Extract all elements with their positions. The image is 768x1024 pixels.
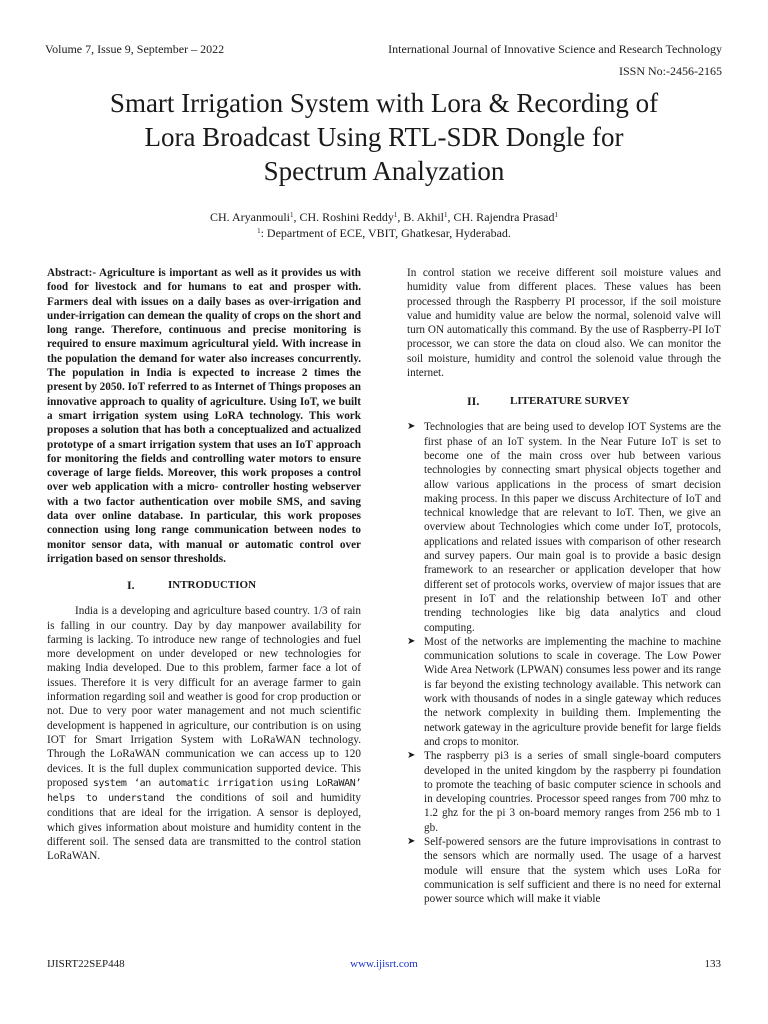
paper-title — [40, 86, 728, 188]
bullet-text: Self-powered sensors are the future improvisations in contrast to the sensors which are normally used. The usage of a harvest module will ensure that the system which uses LoRa for communication is self sufficient and there is no need for external power source which will make it viable — [424, 835, 721, 906]
author-name: B. Akhil — [403, 210, 445, 224]
intro-text-mono: system ‘an automatic irrigation using LoRaWAN’ helps to understand the — [47, 777, 362, 805]
author-name: CH. Aryanmouli — [209, 210, 290, 224]
author-sup: 1 — [289, 211, 294, 219]
section-title: INTRODUCTION — [168, 579, 257, 592]
list-item — [407, 420, 721, 634]
arrow-bullet-icon: ➤ — [407, 835, 416, 847]
author-affiliation — [40, 226, 728, 241]
bullet-text: Most of the networks are implementing the machine to machine communication solutions to scale in coverage. The Low Power Wide Area Network (LPWAN) consumes less power and its range is far beyond the existing technology available. This network can work with thousands of nodes in a single gateway which reduces the network complexity in building them. Implementing the network gateway in the agriculture provide benefit for large fields and crops to monitor. — [424, 635, 721, 748]
list-item — [407, 635, 721, 749]
section-number: I. — [127, 578, 135, 593]
author-list: CH. Aryanmouli$^1$, CH. Roshini Reddy$^1$, B. Akhil$^1$, CH. Rajendra Prasad$^1$ — [209, 210, 558, 224]
footer-url-link[interactable]: www.ijisrt.com — [350, 958, 418, 970]
intro-text-b: conditions of soil and humidity conditions that are ideal for the irrigation. A sensor is deployed, which gives information about moisture and humidity content in the different soil. The sensed data are transmitted to the control station LoRaWAN. — [47, 792, 362, 863]
section-heading-introduction — [47, 578, 361, 592]
section-number: II. — [467, 394, 480, 409]
author-sup: 1 — [554, 211, 558, 219]
header-journal: International Journal of Innovative Science and Research Technology — [388, 42, 722, 56]
footer-url-container — [0, 958, 768, 970]
footer-paper-code: IJISRT22SEP448 — [47, 958, 125, 970]
title-line: Lora Broadcast Using RTL-SDR Dongle for — [144, 122, 624, 152]
bullet-text: The raspberry pi3 is a series of small single-board computers developed in the united kingdom by the raspberry pi foundation to promote the teaching of basic computer science in schools and in developing countries. Processor speed ranges from 700 mhz to 1.2 ghz for the pi 3 on-board memory ranges from 256 mb to 1 gb. — [424, 750, 721, 834]
right-column — [407, 266, 721, 906]
list-item — [407, 749, 721, 835]
author-sup: 1 — [393, 211, 398, 219]
author-name: CH. Roshini Reddy — [299, 210, 394, 224]
affiliation-sup: 1 — [257, 227, 261, 235]
literature-bullet-list — [407, 420, 721, 906]
bullet-text: Technologies that are being used to develop IOT Systems are the first phase of an IoT system. In the Near Future IoT is set to become one of the main cross over hub between various technologies by connecting smart physical objects together and allow various applications in the process of smart decision making process. In this paper we discuss Architecture of IoT and technical knowledge that are relevant to IoT. Then, we give an overview about Technologies which come under IoT, protocols, applications and related issues with comparison of other research and survey papers. Our main goal is to provide a basic design framework to an researcher or application developer that how different set of protocols works, overview of major issues that are present in IoT and the relationship between IoT and other trending technologies like big data analytics and cloud computing. — [424, 421, 721, 634]
title-line: Smart Irrigation System with Lora & Recording of — [109, 88, 659, 118]
arrow-bullet-icon: ➤ — [407, 421, 416, 433]
author-sup: 1 — [444, 211, 448, 219]
affiliation-text: : Department of ECE, VBIT, Ghatkesar, Hyderabad. — [260, 226, 511, 240]
list-item — [407, 835, 721, 906]
header-volume: Volume 7, Issue 9, September – 2022 — [45, 42, 225, 56]
arrow-bullet-icon: ➤ — [407, 635, 416, 647]
author-name: CH. Rajendra Prasad — [453, 210, 555, 224]
title-line: Spectrum Analyzation — [263, 156, 505, 186]
footer-page-number: 133 — [704, 958, 721, 970]
section-title: LITERATURE SURVEY — [510, 395, 630, 408]
header-issn: ISSN No:-2456-2165 — [618, 64, 722, 78]
intro-text-a: India is a developing and agriculture based country. 1/3 of rain is falling in our country. Day by day manpower availability for farming is lacking. To introduce new range of technologies and fuel more development on under developed or new technologies for making India developed. Due to this problem, farmer face a lot of issues. Therefore it is very difficult for an average farmer to gain information regarding soil and weather is good for crop production or not. Due to very poor water management and not much scientific development is happened in agriculture, our contribution is on using IOT for Smart Irrigation System with LoRaWAN technology. Through the LoRaWAN communication we can access up to 120 devices. It is the full duplex communication supported device. This proposed — [47, 605, 361, 789]
section-heading-literature-survey — [407, 394, 721, 408]
abstract: Abstract:- Agriculture is important as well as it provides us with food for livestock and for humans to eat and prosper with. Farmers deal with issues on a daily bases as over-irrigation and under-irrigation can demean the quality of crops on the short and long range. Therefore, continuous and precise monitoring is required to ensure maximum agricultural yield. With increase in the population the demand for water also increases concurrently. The population in India is expected to increase 2 times the present by 2050. IoT referred to as Internet of Things proposes an innovative approach to quality of agriculture. Using IoT, we built a smart irrigation system using LoRA technology. This work proposes a solution that has both a conceptualized and actualized prototype of a smart irrigation system that uses an IoT approach for monitoring the fields and controlling water motors to ensure coverage of large fields. Moreover, this work proposes a control over web application with a micro- controller hosting webserver with a two factor authentication over mobile SMS, and saving data over online database. In particular, this work proposes connection using long range communication between nodes to monitor sensor data, with manual or automatic control over irrigation based on sensor thresholds. — [47, 267, 361, 565]
intro-continued-paragraph: In control station we receive different soil moisture values and humidity value from different places. These values has been processed through the Raspberry PI processor, if the soil moisture value and humidity value are below the normal, solenoid valve will turn ON automatically this command. By the use of Raspberry-PI IoT processor, we can store the data on cloud also. We can monitor the soil moisture, humidity and control the solenoid value through the internet. — [407, 267, 721, 380]
arrow-bullet-icon: ➤ — [407, 750, 416, 762]
left-column — [47, 266, 361, 864]
intro-paragraph — [47, 604, 361, 863]
